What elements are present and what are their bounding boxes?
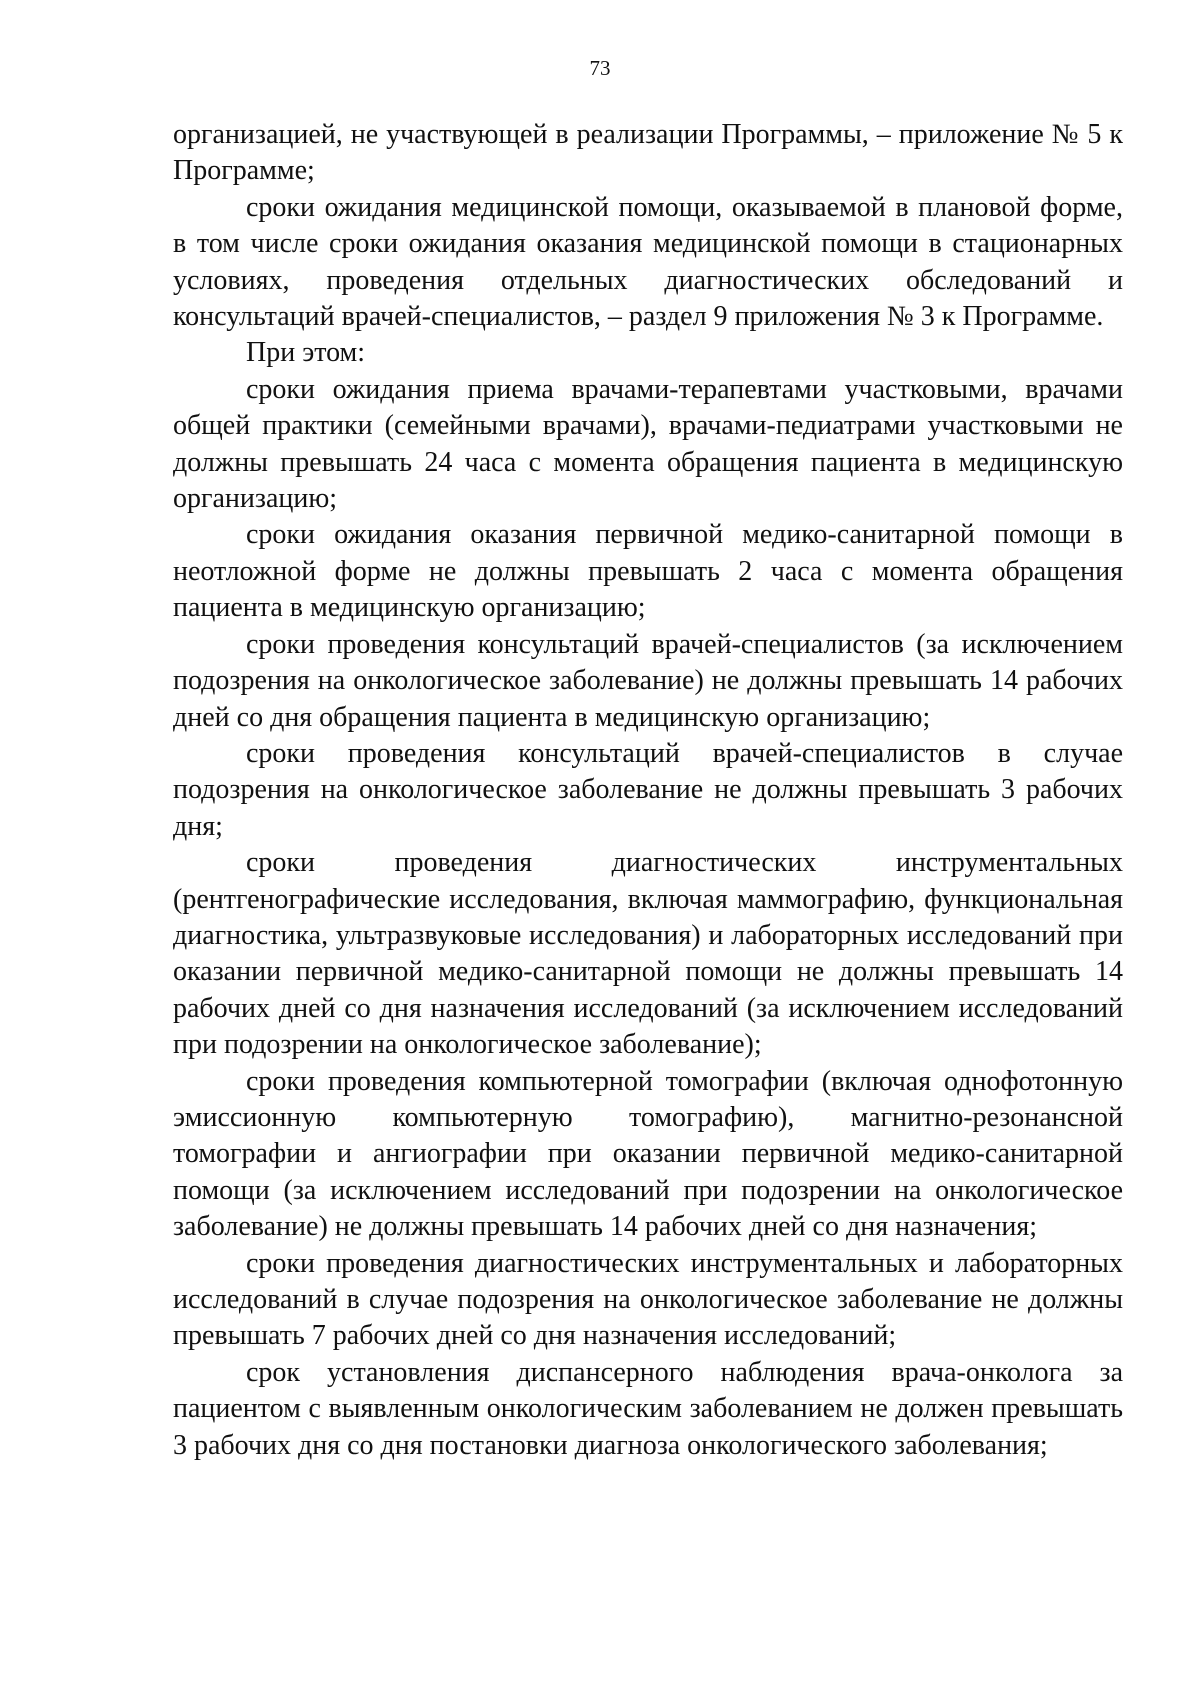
- paragraph: сроки проведения диагностических инструментальных (рентгенографические исследования, включая маммографию, функциональная диагностика, ультразвуковые исследования) и лабораторных исследований при оказании первичной медико-санитарной помощи не должны превышать 14 рабочих дней со дня назначения исследований (за исключением исследований при подозрении на онкологическое заболевание);: [173, 847, 1123, 1061]
- page-number: 73: [589, 56, 611, 80]
- paragraph: срок установления диспансерного наблюдения врача-онколога за пациентом с выявленным онкологическим заболеванием не должен превышать 3 рабочих дня со дня постановки диагноза онкологического заболевания;: [173, 1356, 1123, 1461]
- paragraph: сроки проведения консультаций врачей-специалистов в случае подозрения на онкологическое заболевание не должны превышать 3 рабочих дня;: [173, 737, 1123, 842]
- paragraph: сроки ожидания медицинской помощи, оказываемой в плановой форме, в том числе сроки ожидания оказания медицинской помощи в стационарных условиях, проведения отдельных диагностических обследований и консультаций врачей-специалистов, – раздел 9 приложения № 3 к Программе.: [173, 191, 1123, 333]
- paragraph: сроки проведения диагностических инструментальных и лабораторных исследований в случае подозрения на онкологическое заболевание не должны превышать 7 рабочих дней со дня назначения исследований;: [173, 1247, 1123, 1352]
- paragraph: сроки проведения компьютерной томографии (включая однофотонную эмиссионную компьютерную томографию), магнитно-резонансной томографии и ангиографии при оказании первичной медико-санитарной помощи (за исключением исследований при подозрении на онкологическое заболевание) не должны превышать 14 рабочих дней со дня назначения;: [173, 1065, 1123, 1243]
- document-body: [173, 117, 1123, 1464]
- paragraph: сроки ожидания приема врачами-терапевтами участковыми, врачами общей практики (семейными врачами), врачами-педиатрами участковыми не должны превышать 24 часа с момента обращения пациента в медицинскую организацию;: [173, 373, 1123, 515]
- paragraph: сроки проведения консультаций врачей-специалистов (за исключением подозрения на онкологическое заболевание) не должны превышать 14 рабочих дней со дня обращения пациента в медицинскую организацию;: [173, 628, 1123, 733]
- paragraph-continuation: организацией, не участвующей в реализации Программы, – приложение № 5 к Программе;: [173, 119, 1123, 187]
- paragraph: При этом:: [246, 337, 366, 369]
- paragraph: сроки ожидания оказания первичной медико-санитарной помощи в неотложной форме не должны превышать 2 часа с момента обращения пациента в медицинскую организацию;: [173, 519, 1123, 624]
